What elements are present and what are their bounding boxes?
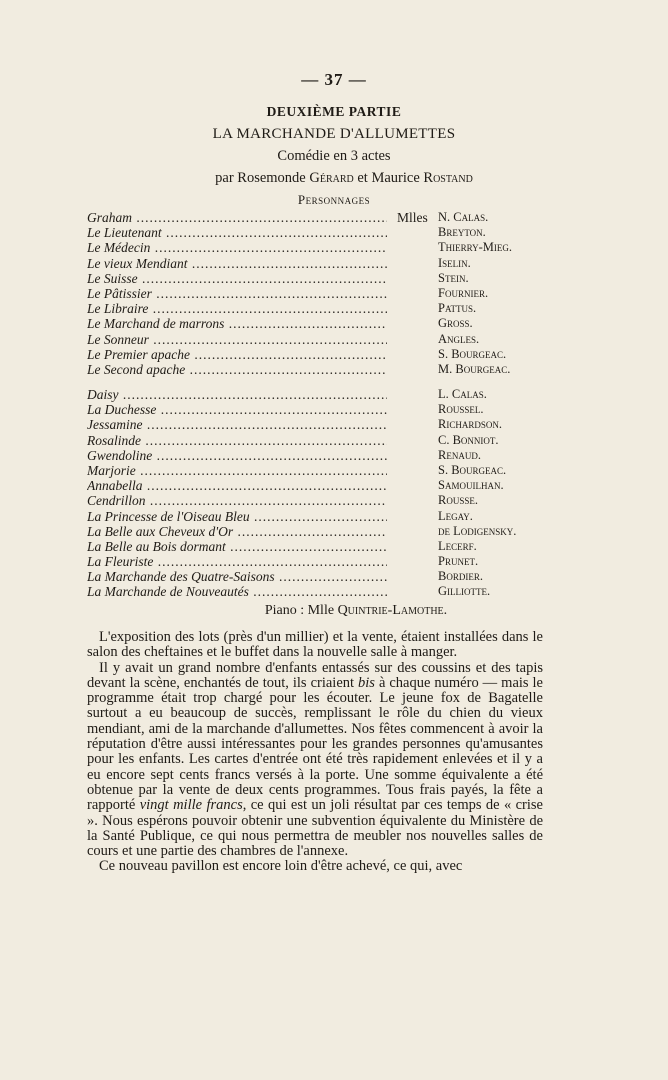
piano-label: Piano : Mlle [264,603,338,618]
cast-role: Rosalinde ..... [87,433,387,448]
cast-role: La Marchande de Nouveautés ..... [87,584,387,599]
piano-name: Quintrie-Lamothe. [337,603,448,618]
cast-row [87,316,547,331]
cast-role: Le vieux Mendiant ..... [87,256,387,271]
cast-role: Jessamine ..... [87,417,387,432]
page-number: — 37 — [301,70,367,89]
cast-actor: Pattus. [438,301,477,316]
cast-row [87,433,547,448]
persons-heading: Personnages [297,192,371,207]
cast-role: La Duchesse ..... [87,402,387,417]
cast-row [87,271,547,286]
cast-actor: Breyton. [438,225,486,240]
cast-title-prefix: Mlles [397,210,428,225]
text-run: , ce qui est un joli résultat par ces temps de « crise ». Nous espérons pouvoir obtenir une subvention équivalente du Ministère de la Santé Publique, ce qui nous permettra de meubler nos nouvelles salles de cours et une partie des chambres de l'annexe. [87,797,543,860]
cast-row [87,478,547,493]
cast-role: La Belle aux Cheveux d'Or ..... [87,524,387,539]
cast-role: La Princesse de l'Oiseau Bleu ..... [87,509,387,524]
cast-actor: Bordier. [438,569,483,584]
part-heading: DEUXIÈME PARTIE [266,104,402,119]
cast-role: Gwendoline ..... [87,448,387,463]
piano-credit [0,603,668,619]
play-authors [0,170,668,187]
cast-role: La Fleuriste ..... [87,554,387,569]
cast-row [87,539,547,554]
cast-actor: M. Bourgeac. [438,361,511,376]
cast-row [87,387,547,402]
text-run: Il y avait un grand nombre d'enfants entassés sur des coussins et des tapis devant la scène, enchantés de tout, ils criaient [87,659,543,691]
cast-actor: Thierry-Mieg. [438,240,513,255]
cast-row [87,463,547,478]
cast-actor: S. Bourgeac. [438,462,507,477]
cast-row [87,210,547,225]
cast-actor: Fournier. [438,285,489,300]
cast-actor: C. Bonniot. [438,432,499,447]
cast-actor: Lecerf. [438,538,477,553]
cast-actor: Angles. [438,331,480,346]
cast-actor: L. Calas. [438,387,487,401]
cast-actor: Samouilhan. [438,478,504,493]
cast-role: Le Second apache ..... [87,362,387,377]
cast-role: Le Lieutenant ..... [87,225,387,240]
cast-role: Le Libraire ..... [87,301,387,316]
cast-row [87,301,547,316]
cast-row [87,347,547,362]
cast-actor: Iselin. [438,255,471,270]
cast-role: Cendrillon ..... [87,493,387,508]
cast-row [87,554,547,569]
paragraph: L'exposition des lots (près d'un millier) et la vente, étaient installées dans le salon des cheftaines et le buffet dans la nouvelle salle à manger. [87,629,543,661]
cast-role: Le Sonneur ..... [87,332,387,347]
cast-actor: Roussel. [438,402,484,417]
cast-role: Annabella ..... [87,478,387,493]
cast-actor: Gross. [438,316,473,331]
cast-actor: Rousse. [438,493,478,508]
cast-role: Le Suisse ..... [87,271,387,286]
cast-list-group-1 [87,210,547,377]
cast-role: Marjorie ..... [87,463,387,478]
cast-role: Le Pâtissier ..... [87,286,387,301]
cast-row [87,225,547,240]
cast-row [87,569,547,584]
cast-role: Daisy ..... [87,387,387,402]
cast-row [87,493,547,508]
italic-text: bis [358,674,375,691]
body-text [87,630,543,875]
author2-surname: Rostand [423,170,473,186]
authors-prefix: par Rosemonde [215,170,310,186]
play-title: LA MARCHANDE D'ALLUMETTES [212,126,456,142]
cast-actor: Richardson. [438,417,502,432]
cast-row [87,332,547,347]
cast-actor: S. Bourgeac. [438,346,507,361]
cast-row [87,584,547,599]
cast-actor: Prunet. [438,554,479,569]
cast-list-group-2 [87,387,547,600]
cast-row [87,524,547,539]
authors-middle: et Maurice [353,170,424,186]
cast-row [87,286,547,301]
play-subtitle: Comédie en 3 actes [277,148,391,164]
cast-row [87,509,547,524]
author1-surname: Gérard [309,170,354,186]
cast-actor: Stein. [438,270,469,285]
cast-actor: Legay. [438,508,473,523]
cast-actor: de Lodigensky. [438,523,517,538]
cast-row [87,362,547,377]
cast-role: Le Médecin ..... [87,240,387,255]
cast-role: La Marchande des Quatre-Saisons ..... [87,569,387,584]
cast-row [87,256,547,271]
paragraph: Ce nouveau pavillon est encore loin d'être achevé, ce qui, avec [99,858,463,875]
cast-role: La Belle au Bois dormant ..... [87,539,387,554]
italic-text: vingt mille francs [139,797,243,814]
cast-actor: Gilliotte. [438,584,491,599]
cast-row [87,402,547,417]
cast-row [87,240,547,255]
cast-role: Graham ..... [87,210,387,225]
cast-row [87,417,547,432]
text-run: à chaque numéro — mais le programme était trop chargé pour les écouter. Le jeune fox de Bagatelle surtout a eu beaucoup de succès, remplissant le rôle du chien du vieux mendiant, ami de la marchande d'allumettes. Nos fêtes commencent à avoir la réputation d'être aussi intéressantes pour les grandes personnes qu'amusantes pour les enfants. Les cartes d'entrée ont été très rapidement enlevées et il y a eu encore sept cents francs versés à la porte. Une somme équivalente a été obtenue par la vente de deux cents programmes. Tous frais payés, la fête a rapporté [87,674,543,814]
cast-actor: Renaud. [438,447,481,462]
cast-row [87,448,547,463]
cast-role: Le Marchand de marrons ..... [87,316,387,331]
paragraph [87,661,543,860]
cast-actor: N. Calas. [438,210,489,224]
cast-role: Le Premier apache ..... [87,347,387,362]
